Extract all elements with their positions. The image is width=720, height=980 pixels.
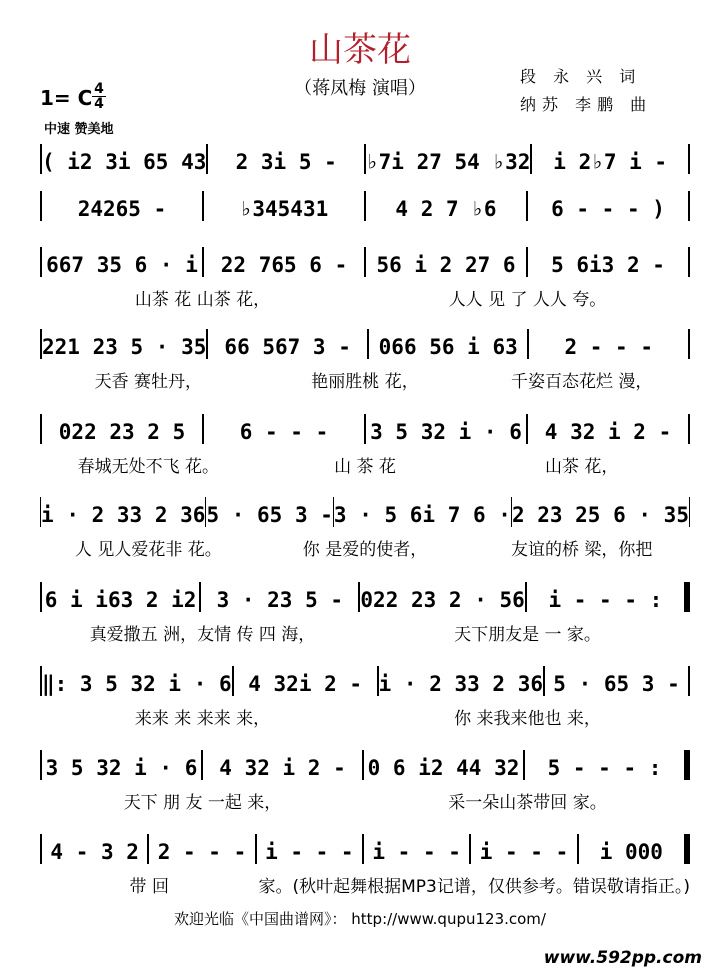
- measure: i 000: [599, 840, 663, 864]
- measure: 4 - 3 2: [50, 840, 139, 864]
- notation-line: [40, 578, 690, 612]
- measure: 2 23 25 6 · 35: [511, 503, 689, 527]
- measure: 3 5 32 i · 6: [370, 420, 522, 444]
- lyric-phrase: 天下朋友是 一 家。: [454, 625, 601, 645]
- composer-credit: 纳苏 李鹏 曲: [520, 95, 653, 114]
- final-barline: [684, 582, 690, 612]
- measure: i - - -: [372, 840, 461, 864]
- lyric-phrase: 家。(秋叶起舞根据MP3记谱，仅供参考。错误敬请指正。): [258, 877, 690, 897]
- tempo-marking: 中速 赞美地: [44, 122, 114, 137]
- barline: [689, 497, 690, 527]
- measure: 5 6i3 2 -: [551, 253, 665, 277]
- lyrics-line: [40, 452, 690, 477]
- measure: 6 - - - ): [551, 197, 665, 221]
- lyric-phrase: 山茶 花 山茶 花，: [134, 290, 271, 310]
- watermark: www.592pp.com: [543, 948, 702, 968]
- barline: [688, 666, 690, 696]
- measure: 3 · 23 5 -: [216, 588, 344, 612]
- notation-line: [40, 746, 690, 780]
- lyric-phrase: 你 是爱的使者，: [302, 540, 428, 560]
- measure: i - - -: [265, 840, 354, 864]
- lyric-phrase: 人人 见 了 人人 夸。: [448, 290, 607, 310]
- measure: 2 3i 5 -: [235, 150, 337, 174]
- measure: 2 - - -: [564, 335, 653, 359]
- measure: 221 23 5 · 35: [42, 335, 207, 359]
- lyric-phrase: 来来 来 来来 来，: [134, 709, 271, 729]
- key-signature: 1= C: [40, 86, 93, 110]
- lyrics-line: [40, 872, 690, 897]
- lyric-phrase: 春城无处不飞 花。: [77, 457, 220, 477]
- measure: 4 32 i 2 -: [544, 420, 672, 444]
- measure: 5 · 65 3 -: [553, 672, 680, 696]
- lyrics-line: [40, 704, 690, 729]
- notation-line: [40, 493, 690, 527]
- barline: [688, 414, 690, 444]
- notation-line: [40, 830, 690, 864]
- measure: 5 · 65 3 -: [206, 503, 333, 527]
- barline: [688, 191, 690, 221]
- lyric-phrase: 千姿百态花烂 漫，: [510, 372, 653, 392]
- lyric-phrase: 真爱撒五 洲，友情 传 四 海，: [89, 625, 316, 645]
- measure: i · 2 33 2 36: [378, 672, 544, 696]
- measure: 56 i 2 27 6: [376, 253, 516, 277]
- measure: 4 32i 2 -: [248, 672, 363, 696]
- measure: 4 2 7 ♭6: [395, 197, 497, 221]
- lyrics-line: [40, 788, 690, 813]
- measure: 66 567 3 -: [224, 335, 351, 359]
- lyric-phrase: 山 茶 花: [334, 457, 396, 477]
- measure: 22 765 6 -: [220, 253, 348, 277]
- performer-subtitle: （蒋凤梅 演唱）: [294, 78, 426, 99]
- lyric-phrase: 采一朵山茶带回 家。: [448, 793, 607, 813]
- measure: i 2♭7 i -: [553, 150, 668, 174]
- measure: i · 2 33 2 36: [41, 503, 206, 527]
- measure: 066 56 i 63: [378, 335, 518, 359]
- notation-line: [40, 187, 690, 221]
- measure: i - - - :: [548, 588, 663, 612]
- lyric-phrase: 天香 赛牡丹，: [94, 372, 203, 392]
- lyrics-line: [40, 285, 690, 310]
- measure: 5 - - - :: [547, 756, 662, 780]
- final-barline: [684, 834, 690, 864]
- lyrics-line: [40, 620, 690, 645]
- lyric-phrase: 你 来我来他也 来，: [454, 709, 601, 729]
- measure: 667 35 6 · i: [46, 253, 198, 277]
- measure: ♭7i 27 54 ♭32: [366, 150, 531, 174]
- lyric-phrase: 山茶 花，: [544, 457, 619, 477]
- lyrics-line: [40, 367, 690, 392]
- measure: 022 23 2 5: [58, 420, 186, 444]
- lyricist-credit: 段 永 兴 词: [520, 67, 642, 86]
- notation-line: [40, 662, 690, 696]
- notation-line: [40, 140, 690, 174]
- page-title: 山茶花: [309, 30, 411, 70]
- lyric-phrase: 艳丽胜桃 花，: [311, 372, 419, 392]
- time-signature-top: 4: [94, 81, 104, 97]
- time-signature-bottom: 4: [94, 96, 104, 112]
- footer-text: 欢迎光临《中国曲谱网》： http://www.qupu123.com/: [174, 910, 546, 928]
- barline: [688, 247, 690, 277]
- measure: 24265 -: [77, 197, 167, 221]
- lyric-phrase: 人 见人爱花非 花。: [74, 540, 222, 560]
- measure: ♭345431: [239, 197, 329, 221]
- lyric-phrase: 带 回: [129, 877, 169, 897]
- measure: ( i2 3i 65 43: [42, 150, 207, 174]
- lyric-phrase: 友谊的桥 梁，你把: [510, 540, 653, 560]
- measure: 6 - - -: [239, 420, 329, 444]
- measure: ‖: 3 5 32 i · 6: [42, 672, 232, 696]
- notation-line: [40, 410, 690, 444]
- measure: 022 23 2 · 56: [360, 588, 525, 612]
- notation-line: [40, 243, 690, 277]
- lyrics-line: [40, 535, 690, 560]
- measure: 3 · 5 6i 7 6 ·: [333, 503, 511, 527]
- measure: 3 5 32 i · 6: [45, 756, 198, 780]
- lyric-phrase: 天下 朋 友 一起 来，: [123, 793, 282, 813]
- barline: [688, 329, 690, 359]
- measure: 6 i i63 2 i2: [44, 588, 197, 612]
- measure: 4 32 i 2 -: [219, 756, 346, 780]
- measure: i - - -: [479, 840, 569, 864]
- measure: 0 6 i2 44 32: [367, 756, 520, 780]
- time-signature: [92, 82, 106, 111]
- measure: 2 - - -: [157, 840, 247, 864]
- notation-line: [40, 325, 690, 359]
- barline: [688, 144, 690, 174]
- final-barline: [684, 750, 690, 780]
